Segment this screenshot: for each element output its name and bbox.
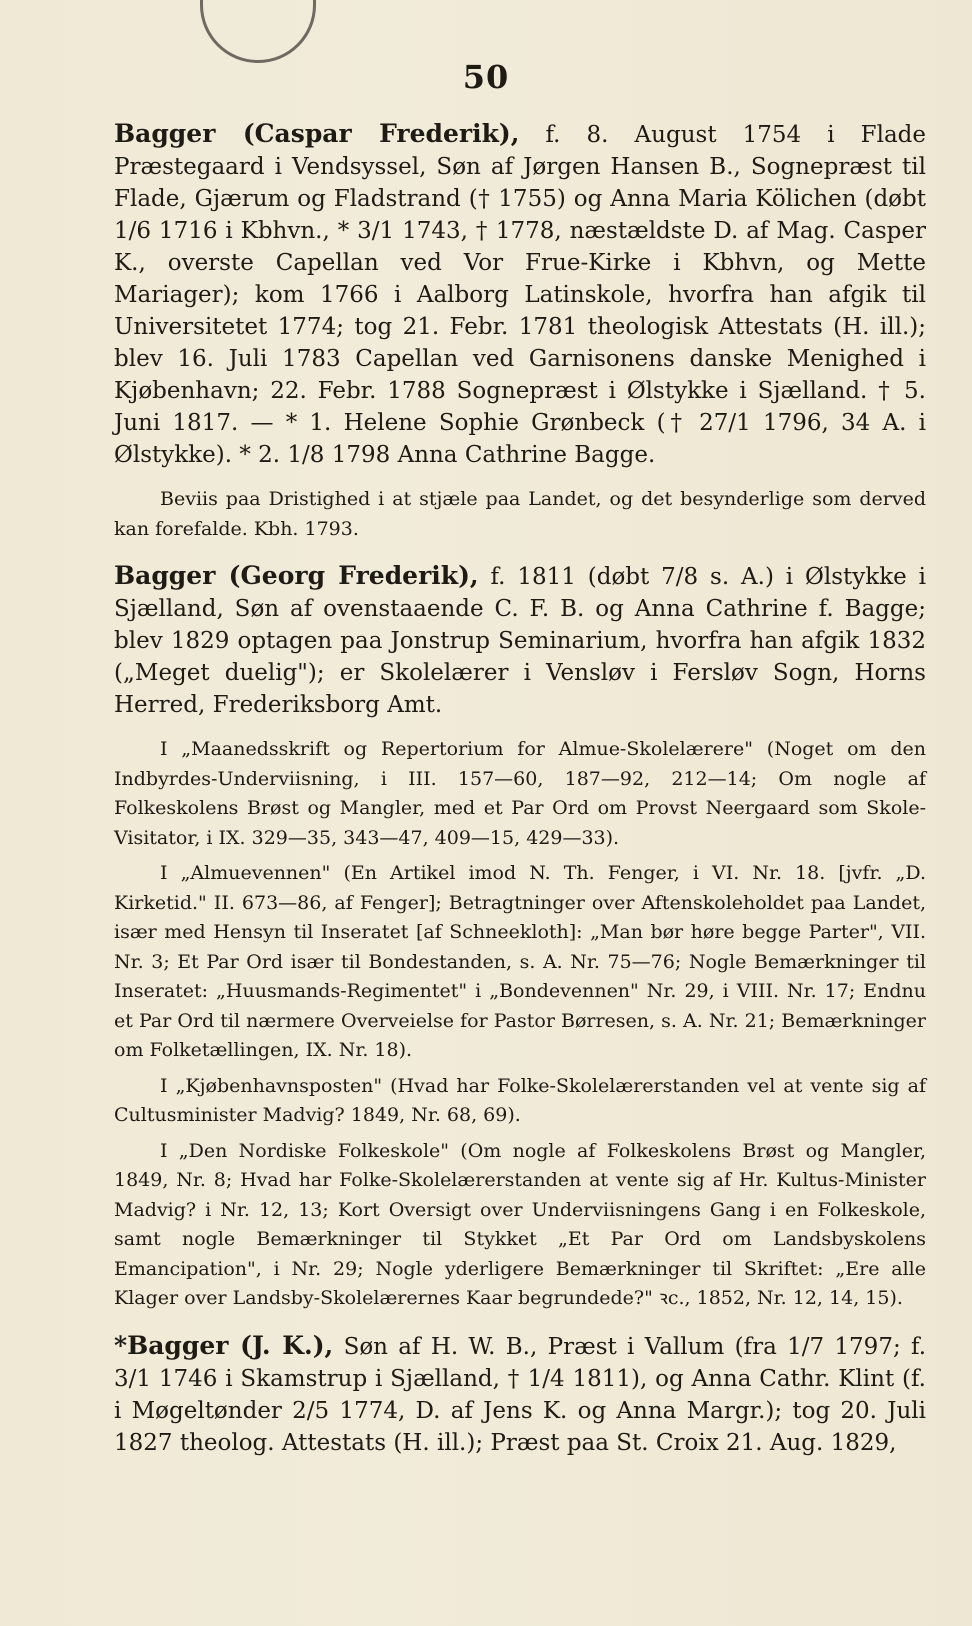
entry-heading: *Bagger (J. K.),	[114, 1330, 334, 1360]
entry-j-k	[114, 1330, 926, 1459]
entry-caspar-frederik	[114, 118, 926, 471]
entry-heading: Bagger (Georg Frederik),	[114, 561, 479, 590]
entry-body: Søn af H. W. B., Præst i Vallum (fra 1/7 1797; f. 3/1 1746 i Skamstrup i Sjælland, † 1/4 1811), og Anna Cathr. Klint (f. i Møgeltønder 2/5 1774, D. af Jens K. og Anna Margr.); tog 20. Juli 1827 theolog. Attestats (H. ill.); Præst paa St. Croix 21. Aug. 1829,	[114, 1333, 927, 1456]
bibliography-item: I „Almuevennen" (En Artikel imod N. Th. Fenger, i VI. Nr. 18. [jvfr. „D. Kirketid." II. 673—86, af Fenger]; Betragtninger over Aftenskoleholdet paa Landet, især med Hensyn til Inseratet [af Schneekloth]: „Man bør høre begge Parter", VII. Nr. 3; Et Par Ord især til Bondestanden, s. A. Nr. 75—76; Nogle Bemærkninger til Inseratet: „Huusmands-Regimentet" i „Bondevennen" Nr. 29, i VIII. Nr. 17; Endnu et Par Ord til nærmere Overveielse for Pastor Børresen, s. A. Nr. 21; Bemærkninger om Folketællingen, IX. Nr. 18).	[114, 862, 926, 1061]
page-number: 50	[462, 58, 510, 96]
bibliography-item: I „Kjøbenhavnsposten" (Hvad har Folke-Skolelærerstanden vel at vente sig af Cultusminister Madvig? 1849, Nr. 68, 69).	[114, 1074, 926, 1126]
entry-georg-frederik	[114, 560, 926, 721]
entry-body: f. 1811 (døbt 7/8 s. A.) i Ølstykke i Sjælland, Søn af ovenstaaende C. F. B. og Anna Cathrine f. Bagge; blev 1829 optagen paa Jonstrup Seminarium, hvorfra han afgik 1832 („Meget duelig"); er Skolelærer i Vensløv i Fersløv Sogn, Horns Herred, Frederiksborg Amt.	[114, 564, 926, 718]
entry-body: f. 8. August 1754 i Flade Præstegaard i Vendsyssel, Søn af Jørgen Hansen B., Sognepræst til Flade, Gjærum og Fladstrand († 1755) og Anna Maria Kölichen (døbt 1/6 1716 i Kbhvn., * 3/1 1743, † 1778, næstældste D. af Mag. Casper K., overste Capellan ved Vor Frue-Kirke i Kbhvn, og Mette Mariager); kom 1766 i Aalborg Latinskole, hvorfra han afgik til Universitetet 1774; tog 21. Febr. 1781 theologisk Attestats (H. ill.); blev 16. Juli 1783 Capellan ved Garnisonens danske Menighed i Kjøbenhavn; 22. Febr. 1788 Sognepræst i Ølstykke i Sjælland. † 5. Juni 1817. — * 1. Helene Sophie Grønbeck († 27/1 1796, 34 A. i Ølstykke). * 2. 1/8 1798 Anna Cathrine Bagge.	[114, 122, 926, 468]
bibliography-item: Beviis paa Dristighed i at stjæle paa Landet, og det besynderlige som derved kan forefalde. Kbh. 1793.	[114, 488, 926, 540]
bibliography-item: I „Maanedsskrift og Repertorium for Almue-Skolelærere" (Noget om den Indbyrdes-Underviisning, i III. 157—60, 187—92, 212—14; Om nogle af Folkeskolens Brøst og Mangler, med et Par Ord om Provst Neergaard som Skole-Visitator, i IX. 329—35, 343—47, 409—15, 429—33).	[114, 738, 926, 849]
bibliography-item: I „Den Nordiske Folkeskole" (Om nogle af Folkeskolens Brøst og Mangler, 1849, Nr. 8; Hvad har Folke-Skolelærerstanden at vente sig af Hr. Kultus-Minister Madvig? i Nr. 12, 13; Kort Oversigt over Underviisningens Gang i en Folkeskole, samt nogle Bemærkninger til Stykket „Et Par Ord om Landsbyskolens Emancipation", i Nr. 29; Nogle yderligere Bemærkninger til Skriftet: „Ere alle Klager over Landsby-Skolelærernes Kaar begrundede?" ꝛc., 1852, Nr. 12, 14, 15).	[114, 1139, 926, 1309]
text-column	[114, 118, 926, 1473]
entry-heading: Bagger (Caspar Frederik),	[114, 119, 520, 148]
paper-tab-mark	[200, 0, 316, 63]
